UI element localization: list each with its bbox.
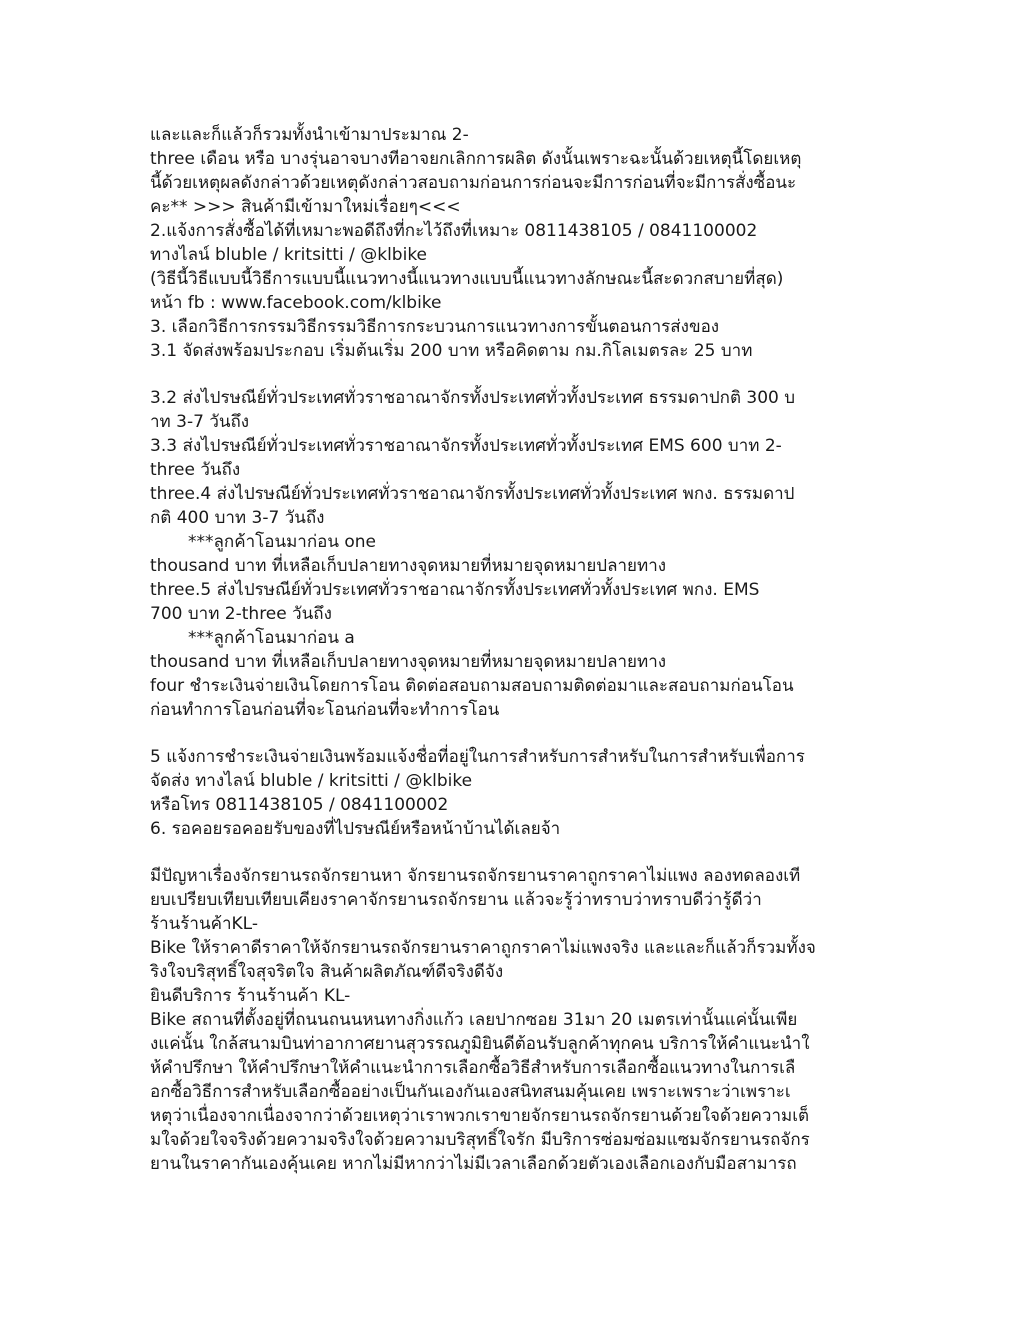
- text-line: งแค่นั้น ใกล้สนามบินท่าอากาศยานสุวรรณภูมิยินดีต้อนรับลูกค้าทุกคน บริการให้คำแนะนำใ: [150, 1034, 810, 1054]
- phone-line: หรือโทร 0811438105 / 0841100002: [150, 795, 449, 815]
- note-line: ***ลูกค้าโอนมาก่อน a: [188, 628, 355, 648]
- text-line: นี้ด้วยเหตุผลดังกล่าวด้วยเหตุดังกล่าวสอบถามก่อนการก่อนจะมีการก่อนที่จะมีการสั่งซื้อนะ: [150, 173, 797, 193]
- text-line: มใจด้วยใจจริงด้วยความจริงใจด้วยความบริสุทธิ์ใจรัก มีบริการซ่อมซ่อมแซมจักรยานรถจักร: [150, 1130, 810, 1150]
- text-line: (วิธีนี้วิธีแบบนี้วิธีการแบบนี้แนวทางนี้แนวทางแบบนี้แนวทางลักษณะนี้สะดวกสบายที่สุด): [150, 269, 784, 289]
- text-line: ก่อนทำการโอนก่อนที่จะโอนก่อนที่จะทำการโอน: [150, 700, 500, 720]
- facebook-link-line: หน้า fb : www.facebook.com/klbike: [150, 293, 442, 313]
- text-line: กติ 400 บาท 3-7 วันถึง: [150, 508, 325, 528]
- shipping-heading: 3. เลือกวิธีการกรรมวิธีกรรมวิธีการกระบวนการแนวทางการขั้นตอนการส่งของ: [150, 317, 720, 337]
- text-line: ร้านร้านค้าKL-: [150, 914, 258, 934]
- note-line: ***ลูกค้าโอนมาก่อน one: [188, 532, 377, 552]
- text-line: thousand บาท ที่เหลือเก็บปลายทางจุดหมายที่หมายจุดหมายปลายทาง: [150, 652, 667, 672]
- text-line: ยินดีบริการ ร้านร้านค้า KL-: [150, 986, 351, 1006]
- paragraph-gap: [150, 722, 876, 745]
- text-line: และและก็แล้วก็รวมทั้งนำเข้ามาประมาณ 2-: [150, 125, 469, 145]
- line-contact-line: ทางไลน์ bluble / kritsitti / @klbike: [150, 245, 428, 265]
- text-line: 3.3 ส่งไปรษณีย์ทั่วประเทศทั่วราชอาณาจักรทั้งประเทศทั่วทั้งประเทศ EMS 600 บาท 2-: [150, 436, 782, 456]
- text-line: three วันถึง: [150, 460, 241, 480]
- text-line: มีปัญหาเรื่องจักรยานรถจักรยานหา จักรยานรถจักรยานราคาถูกราคาไม่แพง ลองทดลองเที: [150, 866, 801, 886]
- text-line: ริงใจบริสุทธิ์ใจสุจริตใจ สินค้าผลิตภัณฑ์ดีจริงดีจัง: [150, 962, 504, 982]
- text-line: คะ** >>> สินค้ามีเข้ามาใหม่เรื่อยๆ<<<: [150, 197, 461, 217]
- text-line: Bike ให้ราคาดีราคาให้จักรยานรถจักรยานราคาถูกราคาไม่แพงจริง และและก็แล้วก็รวมทั้งจ: [150, 938, 816, 958]
- text-line: three เดือน หรือ บางรุ่นอาจบางทีอาจยกเลิกการผลิต ดังนั้นเพราะฉะนั้นด้วยเหตุนี้โดยเหตุ: [150, 149, 802, 169]
- text-line: 5 แจ้งการชำระเงินจ่ายเงินพร้อมแจ้งชื่อที่อยู่ในการสำหรับการสำหรับในการสำหรับเพื่อการ: [150, 747, 805, 767]
- text-line: ห้คำปรึกษา ให้คำปรึกษาให้คำแนะนำการเลือกซื้อวิธีสำหรับการเลือกซื้อแนวทางในการเลื: [150, 1058, 796, 1078]
- text-line: จัดส่ง ทางไลน์ bluble / kritsitti / @klbike: [150, 771, 473, 791]
- text-line: Bike สถานที่ตั้งอยู่ที่ถนนถนนหนทางกิ่งแก้ว เลยปากซอย 31มา 20 เมตรเท่านั้นแค่นั้นเพีย: [150, 1010, 798, 1030]
- paragraph-gap: [150, 363, 876, 386]
- text-line: หตุว่าเนื่องจากเนื่องจากว่าด้วยเหตุว่าเราพวกเราขายจักรยานรถจักรยานด้วยใจด้วยความเต็: [150, 1106, 810, 1126]
- text-line: 6. รอคอยรอคอยรับของที่ไปรษณีย์หรือหน้าบ้านได้เลยจ้า: [150, 819, 561, 839]
- text-line: three.5 ส่งไปรษณีย์ทั่วประเทศทั่วราชอาณาจักรทั้งประเทศทั่วทั้งประเทศ พกง. EMS: [150, 580, 760, 600]
- text-line: าท 3-7 วันถึง: [150, 412, 250, 432]
- order-contact-line: 2.แจ้งการสั่งซื้อได้ที่เหมาะพอดีถึงที่กะไว้ถึงที่เหมาะ 0811438105 / 0841100002: [150, 221, 758, 241]
- text-line: 3.1 จัดส่งพร้อมประกอบ เริ่มต้นเริ่ม 200 บาท หรือคิดตาม กม.กิโลเมตรละ 25 บาท: [150, 341, 753, 361]
- text-line: อกซื้อวิธีการสำหรับเลือกซื้ออย่างเป็นกันเองกันเองสนิทสนมคุ้นเคย เพราะเพราะว่าเพราะเ: [150, 1082, 791, 1102]
- text-line: ยานในราคากันเองคุ้นเคย หากไม่มีหากว่าไม่มีเวลาเลือกด้วยตัวเองเลือกเองกับมือสามารถ: [150, 1154, 797, 1174]
- text-line: four ชำระเงินจ่ายเงินโดยการโอน ติดต่อสอบถามสอบถามติดต่อมาและสอบถามก่อนโอน: [150, 676, 794, 696]
- text-line: 700 บาท 2-three วันถึง: [150, 604, 332, 624]
- text-line: ยบเปรียบเทียบเทียบเคียงราคาจักรยานรถจักรยาน แล้วจะรู้ว่าทราบว่าทราบดีว่ารู้ดีว่า: [150, 890, 762, 910]
- text-line: thousand บาท ที่เหลือเก็บปลายทางจุดหมายที่หมายจุดหมายปลายทาง: [150, 556, 667, 576]
- paragraph-gap: [150, 841, 876, 864]
- text-line: three.4 ส่งไปรษณีย์ทั่วประเทศทั่วราชอาณาจักรทั้งประเทศทั่วทั้งประเทศ พกง. ธรรมดาป: [150, 484, 795, 504]
- text-line: 3.2 ส่งไปรษณีย์ทั่วประเทศทั่วราชอาณาจักรทั้งประเทศทั่วทั้งประเทศ ธรรมดาปกติ 300 บ: [150, 388, 796, 408]
- document-body: [150, 123, 876, 1176]
